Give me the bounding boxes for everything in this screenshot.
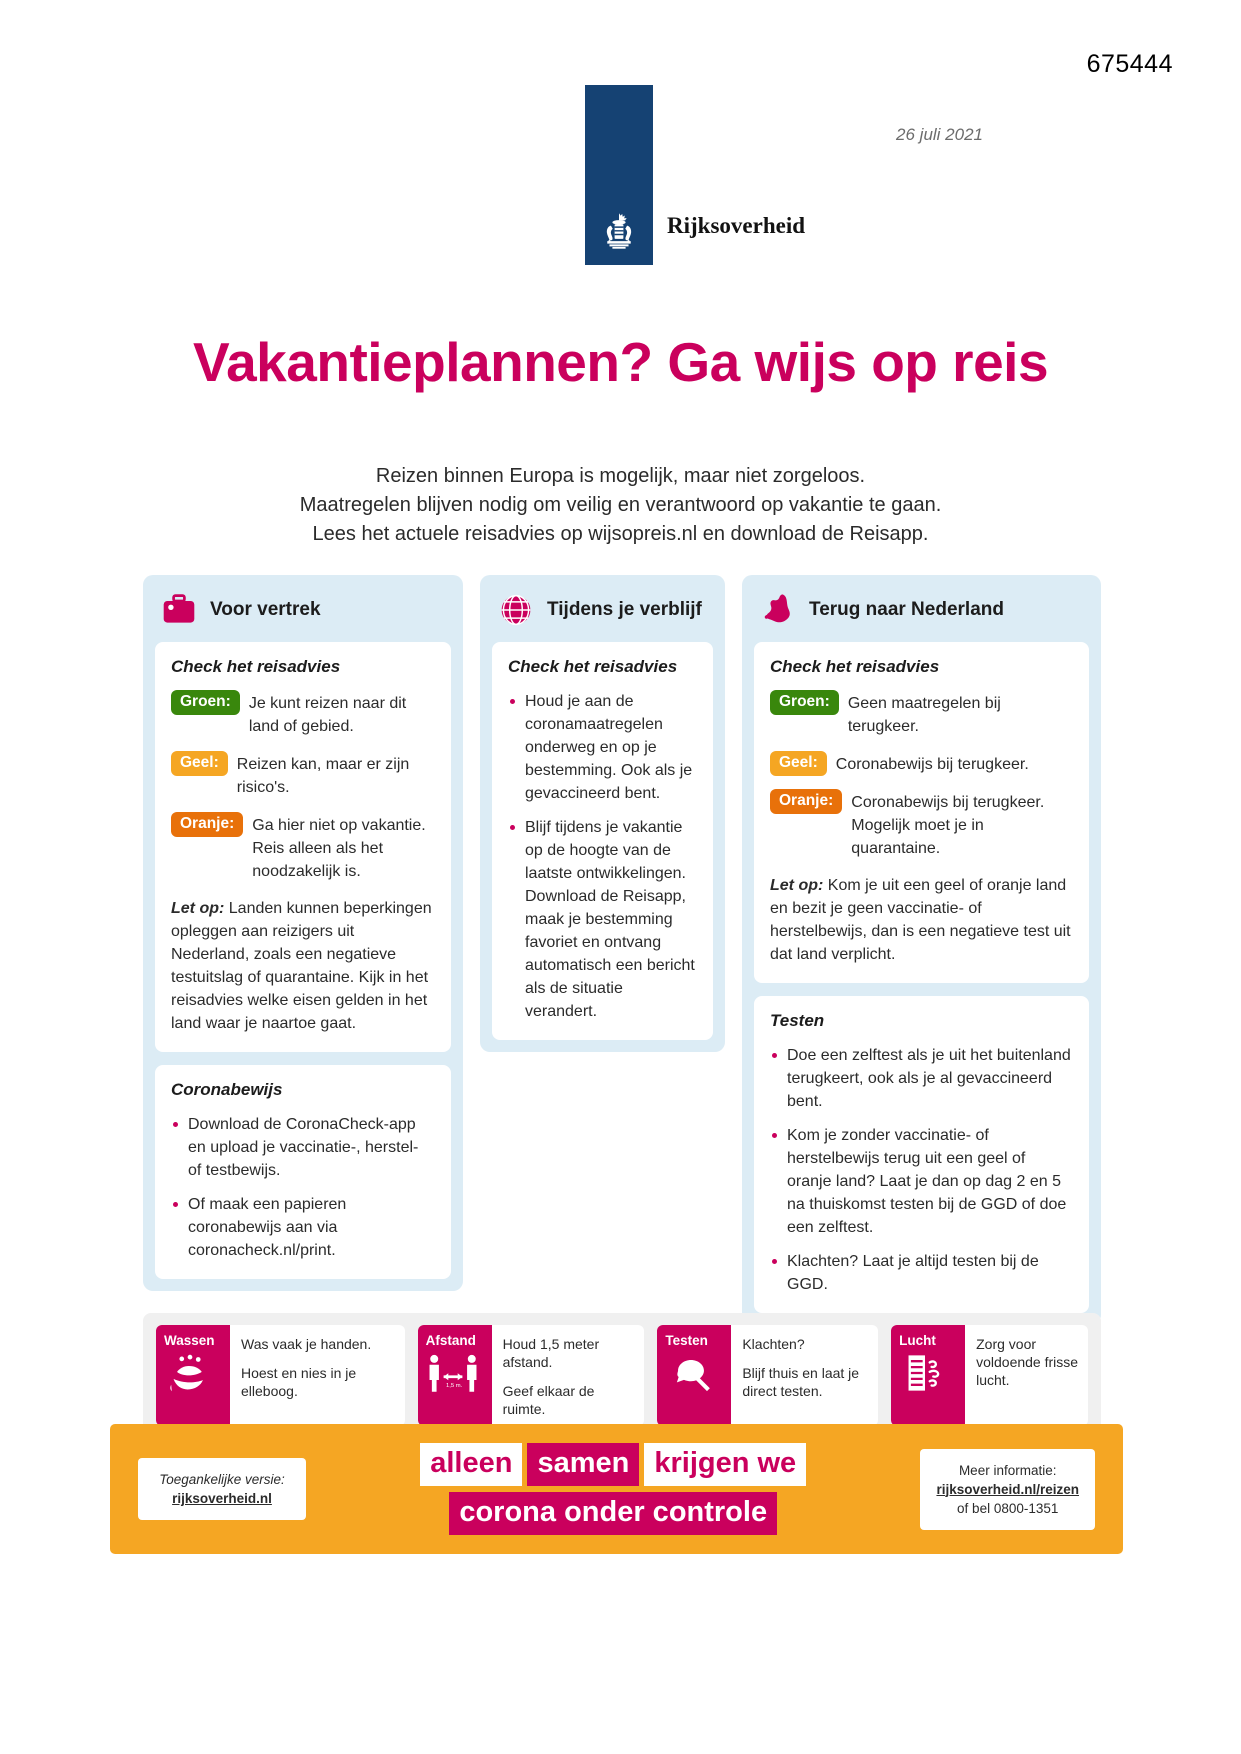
badge-text: Coronabewijs bij terugkeer. [835, 756, 1029, 773]
column-tijdens-verblijf [480, 575, 725, 1052]
badge-row [171, 751, 435, 799]
document-number: 675444 [1086, 50, 1173, 78]
page-subtitle [0, 462, 1241, 549]
column-title: Voor vertrek [210, 599, 321, 620]
badge-row [770, 690, 1073, 738]
badge-text: Je kunt reizen naar dit land of gebied. [248, 695, 407, 735]
card-heading: Check het reisadvies [770, 657, 940, 676]
measure-line: Geef elkaar de ruimte. [502, 1383, 595, 1417]
logo-wordmark: Rijksoverheid [667, 213, 805, 238]
status-badge-groen: Groen: [770, 690, 839, 715]
ventilation-icon [899, 1353, 959, 1393]
column-title: Tijdens je verblijf [547, 599, 702, 620]
bullet-list [508, 690, 697, 1023]
card-heading: Testen [770, 1011, 825, 1030]
measure-wassen [156, 1325, 405, 1426]
list-item: Doe een zelftest als je uit het buitenland terugkeert, ook als je al gevaccineerd bent. [770, 1044, 1073, 1113]
more-info-box [920, 1449, 1095, 1530]
slogan-chip-krijgen-we: krijgen we [644, 1443, 806, 1486]
badge-text: Geen maatregelen bij terugkeer. [847, 695, 1001, 735]
more-info-label: Meer informatie: [958, 1462, 1057, 1478]
globe-icon [498, 592, 534, 628]
measure-label: Wassen [164, 1333, 215, 1348]
card-coronabewijs [155, 1065, 451, 1279]
card-check-reisadvies [754, 642, 1089, 983]
campaign-footer [110, 1424, 1123, 1554]
column-header [155, 587, 451, 642]
list-item: Download de CoronaCheck-app en upload je vaccinatie-, herstel- of testbewijs. [171, 1113, 435, 1182]
measure-label: Afstand [425, 1333, 476, 1348]
logo-blue-bar [585, 85, 653, 265]
subtitle-line: Lees het actuele reisadvies op wijsopreis.nl en download de Reisapp. [312, 523, 929, 545]
slogan-chip-alleen: alleen [420, 1443, 522, 1486]
netherlands-map-icon [760, 592, 796, 628]
note-text: Kom je uit een geel of oranje land en bezit je geen vaccinatie- of herstelbewijs, dan is een negatieve test uit dat land verplicht. [770, 877, 1071, 963]
card-check-reisadvies [492, 642, 713, 1040]
bullet-list [171, 1113, 435, 1262]
accessible-version-link[interactable]: rijksoverheid.nl [172, 1491, 272, 1506]
more-info-phone: of bel 0800-1351 [957, 1500, 1059, 1516]
advice-columns [143, 575, 1101, 1325]
campaign-slogan [420, 1443, 806, 1535]
measure-text [731, 1325, 878, 1426]
washing-hands-icon [164, 1353, 224, 1393]
rijksoverheid-logo [585, 85, 805, 265]
card-heading: Coronabewijs [171, 1080, 283, 1099]
distance-people-icon [426, 1353, 486, 1393]
measure-icon-panel [156, 1325, 230, 1426]
badge-row [770, 789, 1073, 860]
note-label: Let op: [171, 900, 225, 917]
list-item: Blijf tijdens je vakantie op de hoogte van de laatste ontwikkelingen. Download de Reisapp, maak je bestemming favoriet en ontvang automatisch een bericht als de situatie verandert. [508, 816, 697, 1023]
slogan-chip-corona-onder-controle: corona onder controle [449, 1492, 777, 1535]
measure-icon-panel [657, 1325, 731, 1426]
measure-label: Lucht [899, 1333, 936, 1348]
accessible-version-box [138, 1458, 306, 1520]
list-item: Kom je zonder vaccinatie- of herstelbewijs terug uit een geel of oranje land? Laat je dan op dag 2 en 5 na thuiskomst testen bij de GGD of doe een zelftest. [770, 1124, 1073, 1239]
bullet-list [770, 1044, 1073, 1296]
measure-label: Testen [665, 1333, 708, 1348]
list-item: Of maak een papieren coronabewijs aan via coronacheck.nl/print. [171, 1193, 435, 1262]
measure-line: Klachten? [742, 1336, 805, 1352]
badge-text: Ga hier niet op vakantie. Reis alleen als het noodzakelijk is. [252, 817, 426, 880]
publication-date: 26 juli 2021 [896, 125, 983, 144]
status-badge-oranje: Oranje: [770, 789, 842, 814]
measure-line: Was vaak je handen. [241, 1336, 372, 1352]
measure-line: Zorg voor voldoende frisse lucht. [976, 1336, 1079, 1388]
slogan-line-1 [420, 1443, 806, 1486]
subtitle-line: Maatregelen blijven nodig om veilig en verantwoord op vakantie te gaan. [299, 494, 942, 516]
status-badge-groen: Groen: [171, 690, 240, 715]
badge-text: Reizen kan, maar er zijn risico's. [236, 756, 410, 796]
note-text: Landen kunnen beperkingen opleggen aan reizigers uit Nederland, zoals een negatieve testuitslag of quarantaine. Kijk in het reisadvies welke eisen gelden in het land waar je naartoe gaat. [171, 900, 432, 1032]
card-heading: Check het reisadvies [508, 657, 678, 676]
subtitle-line: Reizen binnen Europa is mogelijk, maar niet zorgeloos. [375, 465, 866, 487]
more-info-link[interactable]: rijksoverheid.nl/reizen [936, 1481, 1079, 1497]
badge-text: Coronabewijs bij terugkeer. Mogelijk moet je in quarantaine. [851, 794, 1045, 857]
column-title: Terug naar Nederland [809, 599, 1004, 620]
measure-line: Blijf thuis en laat je direct testen. [742, 1365, 860, 1399]
status-badge-geel: Geel: [770, 751, 827, 776]
measure-text [230, 1325, 405, 1426]
card-testen [754, 996, 1089, 1313]
badge-row [171, 690, 435, 738]
slogan-chip-samen: samen [527, 1443, 639, 1486]
list-item: Klachten? Laat je altijd testen bij de GGD. [770, 1250, 1073, 1296]
column-terug-naar-nederland [742, 575, 1101, 1325]
basic-measures-strip [143, 1313, 1101, 1438]
column-header [492, 587, 713, 642]
status-badge-oranje: Oranje: [171, 812, 243, 837]
note-label: Let op: [770, 877, 824, 894]
svg-text:1,5 m.: 1,5 m. [445, 1383, 462, 1390]
measure-line: Hoest en nies in je elleboog. [241, 1365, 357, 1399]
status-badge-geel: Geel: [171, 751, 228, 776]
measure-text [492, 1325, 645, 1426]
measure-testen [657, 1325, 878, 1426]
column-voor-vertrek [143, 575, 463, 1291]
slogan-line-2 [449, 1492, 777, 1535]
list-item: Houd je aan de coronamaatregelen onderweg en op je bestemming. Ook als je gevaccineerd bent. [508, 690, 697, 805]
card-check-reisadvies [155, 642, 451, 1052]
measure-line: Houd 1,5 meter afstand. [502, 1336, 600, 1370]
badge-row [171, 812, 435, 883]
card-heading: Check het reisadvies [171, 657, 341, 676]
measure-text [965, 1325, 1088, 1426]
page-title: Vakantieplannen? Ga wijs op reis [192, 331, 1049, 393]
dutch-coat-of-arms-icon [597, 211, 641, 255]
measure-icon-panel [418, 1325, 492, 1426]
measure-lucht [891, 1325, 1088, 1426]
measure-afstand [418, 1325, 645, 1426]
column-header [754, 587, 1089, 642]
note-let-op [770, 874, 1073, 966]
suitcase-icon [161, 592, 197, 628]
measure-icon-panel [891, 1325, 965, 1426]
accessible-version-label: Toegankelijke versie: [159, 1472, 285, 1487]
badge-row [770, 751, 1073, 776]
note-let-op [171, 897, 435, 1035]
test-swab-icon [665, 1353, 725, 1393]
